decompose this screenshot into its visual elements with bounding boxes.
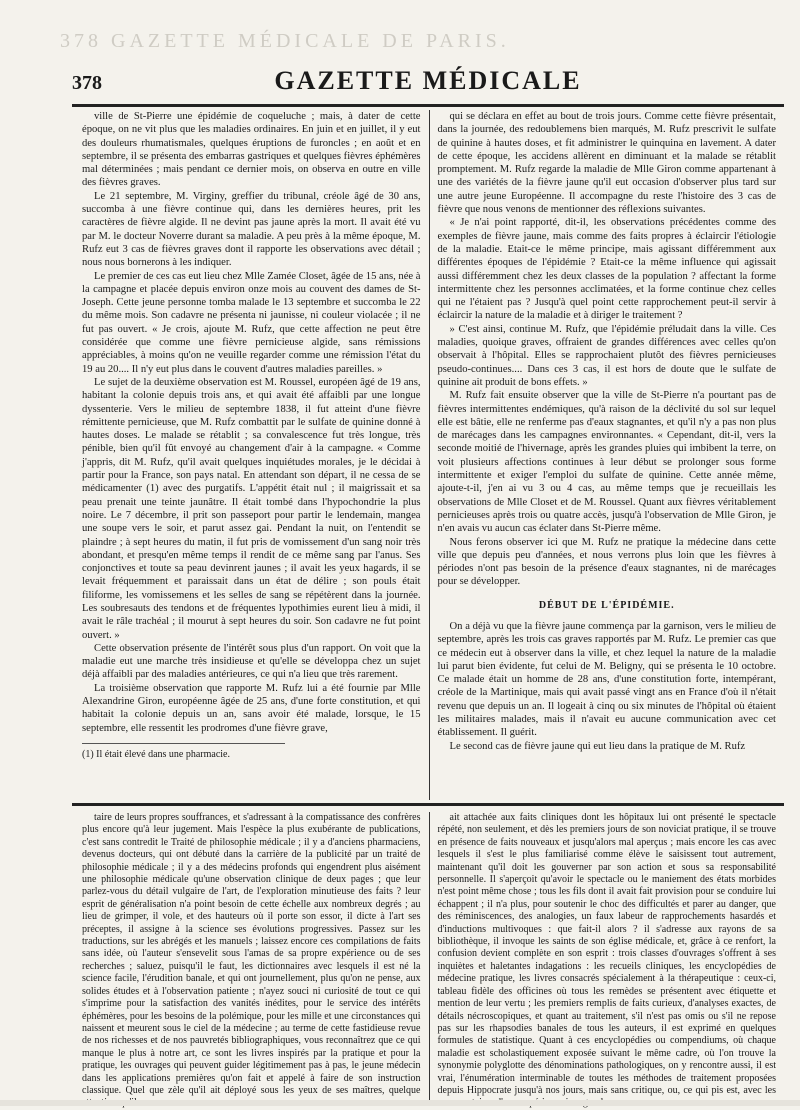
feuilleton-rule bbox=[72, 803, 784, 806]
header-rule bbox=[72, 104, 784, 107]
page-edge bbox=[0, 1100, 800, 1106]
page-number: 378 bbox=[72, 72, 102, 94]
paragraph: M. Rufz fait ensuite observer que la ville de St-Pierre n'a pourtant pas de fièvres intermittentes endémiques, qu'à raison de la déclivité du sol sur lequel elle est bâtie, elle ne renferme pas d'eaux stagnantes, et qu'il n'y a pas non plus de marécages dans les campagnes environnantes. « Cependant, dit-il, vers la seconde moitié de l'hivernage, après les grandes pluies qui imbibent la terre, on voit plusieurs affections continues à leur début se prolonger sous forme intermittente et exiger l'emploi du sulfate de quinine. Cette année même, ajoute-t-il, j'en ai vu 3 ou 4 cas, au même temps que je recueillais les observations de Mlle Closet et de M. Roussel. Quant aux fièvres véritablement pernicieuses après trois ou quatre accès, jusqu'à l'observation de Mlle Giron, je n'en avais vu aucun cas éclater dans St-Pierre même. bbox=[437, 390, 776, 535]
paragraph: ait attachée aux faits cliniques dont les hôpitaux lui ont présenté le spectacle répété, non seulement, et dès les premiers jours de son noviciat pratique, il se trouve en présence de faits nouveaux et jusqu'alors mal aperçus ; mais encore les cas avec lesquels il s'est le plus familiarisé comme élève le saisissent tout autrement, maintenant qu'il doit les gouverner par son action et sous sa responsabilité personnelle. Il s'aperçoit qu'avoir le spectacle ou le maniement des états morbides n'est point même chose ; tous les fils dont il avait fait provision pour se conduire lui échappent ; il n'a plus, pour soutenir le choc des difficultés et parer au danger, que des réminiscences, des analogies, un faux labeur de rapprochements hasardés et d'inductions multivoques : que fait-il alors ? il s'adresse aux rayons de sa bibliothèque, il invoque les saints de son église médicale, et, grâce à ce renfort, la confusion devient complète en son esprit : trois classes d'ouvrages s'offrent à ses inquiètes et haletantes indagations : les recueils cliniques, les encyclopédies de médecine pratique, les livres consacrés spécialement à la thérapeutique : ceux-ci, tableau fidèle des officines où tous les remèdes se présentent avec étiquette et mention de leur vertu ; les premiers remplis de faits curieux, d'analyses exactes, de détails nécroscopiques, et quant au traitement, s'il n'est pas omis ou s'il ne repose pas sur les rhapsodies banales de tous les auteurs, il est exprimé en quelques formules de statistique. Quant à ces encyclopédies ou compendiums, où chaque maladie est scholastiquement exposée suivant le même cadre, où l'on trouve la synonymie polyglotte des dénominations pathologiques, on y rencontre aussi, il est vrai, l'énumération interminable de toutes les méthodes de traitement proposées depuis Hippocrate jusqu'à nos jours, mais sans critique, ou, ce qui pis est, avec les bbox=[437, 812, 776, 1096]
feuilleton-section bbox=[74, 812, 784, 1102]
journal-title: GAZETTE MÉDICALE bbox=[274, 66, 582, 95]
paragraph: La troisième observation que rapporte M. Rufz lui a été fournie par Mlle Alexandrine Giron, européenne âgée de 25 ans, d'une forte constitution, et qui habitait la colonie depuis un an, sans avoir été malade, lorsque, le 15 septembre, elle ressentit les prodromes d'une fièvre grave, bbox=[82, 682, 421, 734]
footnote: (1) Il était élevé dans une pharmacie. bbox=[82, 748, 230, 760]
lower-left-column bbox=[74, 812, 429, 1102]
paragraph: taire de leurs propres souffrances, et s'adressant à la compatissance des confrères plus encore qu'à leur jugement. Mais l'espèce la plus exubérante de publications, c'est sans contredit le Traité de philosophie médicale ; il y a d'anciens pharmaciens, devenus docteurs, qui ont débuté dans la carrière de la publicité par un traité de philosophie médicale ; il y a des médecins profonds qui engendrent plus aisément une philosophie médicale qu'une observation clinique de deux pages ; que leur parlez-vous du détail vulgaire de l'art, de l'exploration minutieuse des faits ? leur esprit de généralisation n'a point besoin de cette échelle aux nombreux degrés ; au lieu de grimper, il vole, et des hauteurs où il porte son essor, il dicte à l'art ses préceptes, il assigne à la science ses évolutions progressives. Passez sur les traductions, sur les abrégés et les manuels ; laissez encore ces compilations de faits sans idée, où l'auteur s'ensevelit sous l'amas de sa propre expérience ou de ses recherches ; saluez, puisqu'il le faut, les dictionnaires avec lesquels il est né la science facile, l'érudition banale, et qui ont journellement, plus qu'on ne pense, aux solides études et à l'observation patiente ; n'ayez souci ni curiosité de tout ce qui s'imprime pour la satisfaction des vanités inédites, pour le service des intérêts éphémères, pour les besoins de la polémique, pour les mille et une circonstances qui naissent et meurent sous le ciel de la médecine ; au terme de cette fastidieuse revue de nos richesses et de nos pauvretés bibliographiques, vous reconnaîtrez que ce qui manque le plus à notre art, ce sont les livres inspirés par la pratique et pour la pratique, les ouvrages qui peuvent guider légitimement pas à pas, le jeune médecin dans les applications premières qu'on fait et appelé à faire de son instruction classique. Quel que zèle qu'il ait déployé sous les yeux de ses maîtres, quelque bbox=[82, 812, 421, 1096]
paragraph: ville de St-Pierre une épidémie de coqueluche ; mais, à dater de cette époque, on ne vit plus que les maladies ordinaires. En juin et en juillet, il y eut des douleurs rhumatismales, quelques éruptions de furoncles ; en août et en septembre, il se présenta des embarras gastriques et quelques fièvres éphémères mal déterminées ; mais pendant ce dernier mois, on observa en outre en ville des fièvres graves. bbox=[82, 111, 421, 189]
paragraph: Le second cas de fièvre jaune qui eut lieu dans la pratique de M. Rufz bbox=[449, 740, 746, 752]
lower-right-column bbox=[430, 812, 785, 1102]
upper-left-column bbox=[74, 110, 429, 800]
paragraph: » C'est ainsi, continue M. Rufz, que l'épidémie préludait dans la ville. Ces maladies, quoique graves, offraient de grandes différences avec celles qu'on observait à l'hôpital. Elles se rapprochaient plutôt des fièvres pernicieuses pseudo-continues.... Dans ces 3 cas, il est hors de doute que le sulfate de quinine ait produit de bons effets. » bbox=[437, 323, 776, 388]
upper-right-column bbox=[430, 110, 785, 800]
paragraph: Nous ferons observer ici que M. Rufz ne pratique la médecine dans cette ville que depuis peu d'années, et nous verrons plus loin que les fièvres à périodes n'ont pas besoin de la présence d'eaux stagnantes, ni de marécages pour se développer. bbox=[437, 536, 776, 588]
paragraph: Le 21 septembre, M. Virginy, greffier du tribunal, créole âgé de 30 ans, succomba à une fièvre continue qui, dans les dernières heures, prit les caractères de fièvre algide. Il ne devint pas jaune après la mort. Il avait été vu par M. le docteur Noverre durant sa maladie. A peu près à la même époque, M. Rufz eut 3 cas de fièvres graves dont il rapporte les observations avec détail ; nous nous bornerons à les indiquer. bbox=[82, 190, 421, 269]
paragraph: Le premier de ces cas eut lieu chez Mlle Zamée Closet, âgée de 15 ans, née à la campagne et placée depuis environ onze mois au couvent des dames de St-Joseph. Cette jeune personne tomba malade le 13 septembre et succomba le 22 du même mois. Son cadavre ne présenta ni jaunisse, ni couleur violacée ; il ne fut pas ouvert. « Je crois, ajoute M. Rufz, que cette affection ne peut être considérée que comme une fièvre pernicieuse algide, sans rémissions appréciables, à moins qu'on ne veuille regarder comme une rémission l'état du 19 au 20.... Il n'y eut plus dans le couvent d'autres maladies pareilles. » bbox=[82, 270, 421, 375]
paragraph: « Je n'ai point rapporté, dit-il, les observations précédentes comme des exemples de fièvre jaune, mais comme des faits propres à éclaircir l'étiologie de la maladie. Etait-ce le même principe, mais agissant différemment aux différentes époques de l'épidémie ? Etait-ce la même influence qui agissait aussi différemment chez les deux classes de la population ? affectant la forme intermittente chez les personnes acclimatées, et la forme continue chez celles qui ne l'étaient pas ? Jusqu'à quel point cette rapprochement peut-il servir à éclaircir la nature de la maladie et à diriger le traitement ? bbox=[437, 217, 776, 322]
paragraph: qui se déclara en effet au bout de trois jours. Comme cette fièvre présentait, dans la journée, des redoublemens bien marqués, M. Rufz prescrivit le sulfate de quinine à hautes doses, et fit administrer le quinquina en lavement. A dater de cette époque, les accidens allèrent en diminuant et la malade se rétablit promptement. M. Rufz regarde la maladie de Mlle Giron comme appartenant à une des variétés de la fièvre jaune qu'il eut occasion d'observer plus tard sur une autre jeune Européenne. Il accompagne du reste l'histoire des 3 cas de fièvre que nous venons de mentionner des réflexions suivantes. bbox=[437, 111, 776, 216]
paragraph: On a déjà vu que la fièvre jaune commença par la garnison, vers le milieu de septembre, après les trois cas graves rapportés par M. Rufz. Le premier cas que ce médecin eut à observer dans la ville, et chez lequel la nature de la maladie lui parut bien évidente, fut celui de M. Beligny, qui se présenta le 10 octobre. Ce malade était un homme de 28 ans, d'une constitution forte, intempérant, créole de la Martinique, mais qui avait passé vingt ans en France d'où il n'était revenu que depuis un an. Il logeait à cinq ou six minutes de l'hôpital où étaient les militaires malades, mais il n'avait eu aucune communication avec cet établissement. Il guérit. bbox=[437, 620, 776, 739]
paragraph: Le sujet de la deuxième observation est M. Roussel, européen âgé de 19 ans, habitant la colonie depuis trois ans, et qui avait été affaibli par une longue dyssenterie. Vers le milieu de septembre 1838, il fut atteint d'une fièvre rémittente pernicieuse, que M. Rufz combattit par le sulfate de quinine donné à hautes doses. Le malade se rétablit ; sa convalescence fut très longue, très pénible, bien qu'il fût envoyé au changement d'air à la campagne. « Comme j'appris, dit M. Rufz, qu'il avait quelques inquiétudes morales, je le décidai à partir pour la France, son pays natal. En attendant son départ, il ne cessa de se médicamenter (1) avec des purgatifs. L'appétit était nul ; il maigrissait et sa peau prenait une teinte jaunâtre. Il était tombé dans l'hypochondrie la plus noire. Le 7 décembre, il prit son passeport pour partir le lendemain, mangea une soupe vers le soir, et parut assez gai. Pendant la nuit, on l'entendit se plaindre ; à sept heures du matin, il fut pris de vomissement d'un sang noir très abondant, et presqu'en même temps il rendit de ce même sang par l'anus. Ses conjonctives et toute sa peau devinrent jaunes ; il avait les yeux hagards, il se levait fréquemment et paraissait dans un état de délire ; son pouls était filiforme, les vomissemens et les selles de sang se répétèrent dans la journée. Les soubresauts des tendons et de fréquentes lypothimies eurent lieu à midi, il avait le râle trachéal ; il mourut à sept heures du soir. Son cadavre ne fut point ouvert. » bbox=[82, 376, 421, 641]
bleed-through-header: 378 GAZETTE MÉDICALE DE PARIS. bbox=[60, 30, 510, 52]
footnote-rule bbox=[82, 743, 285, 744]
upper-section bbox=[74, 110, 784, 800]
page-header bbox=[72, 66, 784, 100]
section-title: DÉBUT DE L'ÉPIDÉMIE. bbox=[538, 599, 675, 611]
paragraph: Cette observation présente de l'intérêt sous plus d'un rapport. On voit que la maladie eut une marche très insidieuse et qu'elle se développa chez un sujet déjà affaibli par des maladies antérieures, ce qui n'a lieu que très rarement. bbox=[82, 642, 421, 681]
